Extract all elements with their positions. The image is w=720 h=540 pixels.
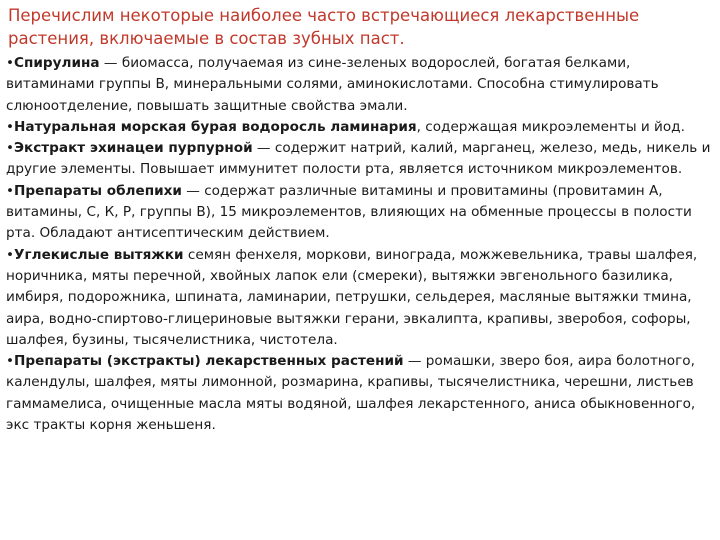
bullet-marker: • <box>6 353 15 370</box>
item-term: Экстракт эхинацеи пурпурной <box>14 140 253 157</box>
item-term: Спирулина <box>14 55 100 71</box>
bullet-list <box>6 53 712 436</box>
bullet-marker: • <box>6 118 15 135</box>
list-item <box>6 138 712 181</box>
item-text: — содержит натрий, калий, марганец, железо, медь, никель и другие элементы. Повышает иммунитет полости рта, является источником микроэлементов. <box>6 140 711 178</box>
bullet-marker: • <box>6 140 15 157</box>
bullet-marker: • <box>6 55 15 71</box>
item-term: Натуральная морская бурая водоросль ламинария <box>14 118 417 135</box>
item-text: семян фенхеля, моркови, винограда, можжевельника, травы шалфея, норичника, мяты перечной, хвойных лапок ели (смереки), вытяжки эвгенольного базилика, имбиря, подорожника, шпината, ламинарии, петрушки, сельдерея, масляные вытяжки тмина, аира, водно-спиртово-глицериновые вытяжки герани, эвкалипта, крапивы, зверобоя, софоры, шалфея, бузины, тысячелистника, чистотела. <box>6 246 698 348</box>
item-term: Препараты (экстракты) лекарственных растений <box>14 353 404 370</box>
bullet-marker: • <box>6 246 15 263</box>
item-term: Препараты облепихи <box>14 182 182 199</box>
item-term: Углекислые вытяжки <box>14 246 184 263</box>
slide-title: Перечислим некоторые наиболее часто встречающиеся лекарственные растения, включаемые в состав зубных паст. <box>8 6 640 48</box>
list-item <box>6 351 712 436</box>
list-item <box>6 245 712 351</box>
list-item <box>6 181 712 245</box>
item-text: — ромашки, зверо боя, аира болотного, календулы, шалфея, мяты лимонной, розмарина, крапивы, тысячелистника, черешни, листьев гаммамелиса, очищенные масла мяты водяной, шалфея лекарстенного, аниса обыкновенного, экс тракты корня женьшеня. <box>6 353 696 434</box>
item-text: — содержат различные витамины и провитамины (провитамин А, витамины, С, К, Р, группы В), 15 микроэлементов, влияющих на обменные процессы в полости рта. Обладают антисептическим действием. <box>6 182 692 242</box>
list-item <box>6 117 712 138</box>
bullet-marker: • <box>6 182 15 199</box>
list-item <box>6 53 712 117</box>
item-text: , содержащая микроэлементы и йод. <box>416 118 685 135</box>
item-text: — биомасса, получаемая из сине-зеленых водорослей, богатая белками, витаминами группы В, минеральными солями, аминокислотами. Способна стимулировать слюноотделение, повышать защитные свойства эмали. <box>6 55 659 114</box>
